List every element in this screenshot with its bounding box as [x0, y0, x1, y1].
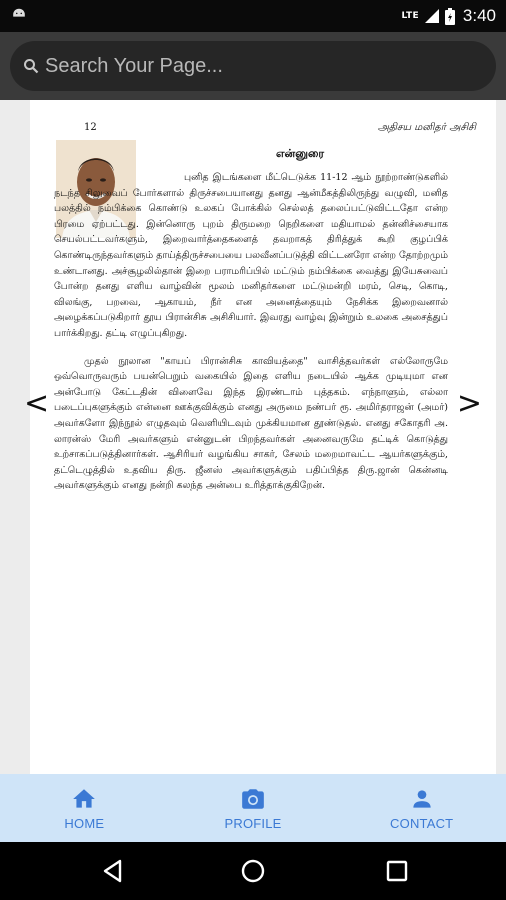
system-navigation-bar — [0, 842, 506, 900]
page-body — [54, 170, 448, 494]
signal-icon — [425, 9, 439, 23]
android-icon — [10, 7, 28, 25]
network-type: LTE — [401, 11, 419, 21]
section-title: என்னுரை — [275, 147, 325, 160]
recents-icon[interactable] — [384, 858, 410, 884]
status-bar — [0, 0, 506, 32]
camera-icon — [240, 786, 266, 812]
nav-contact-label: CONTACT — [390, 815, 454, 831]
page-viewer[interactable] — [0, 100, 506, 774]
clock: 3:40 — [462, 6, 496, 25]
nav-profile[interactable] — [169, 774, 338, 842]
next-page-button[interactable]: > — [456, 386, 482, 421]
running-title: அதிசய மனிதர் அசிசி — [377, 122, 476, 133]
previous-page-button[interactable]: < — [24, 386, 50, 421]
search-bar[interactable] — [10, 41, 496, 91]
home-circle-icon[interactable] — [240, 858, 266, 884]
bottom-navigation — [0, 774, 506, 842]
paragraph: முதல் நூலான "காயப் பிரான்சிசு காவியத்தை" வாசித்தவர்கள் எல்லோருமே ஒவ்வொருவரும் பயன்பெறும் வகையில் இதை எளிய நடையில் ஆக்க முடியுமா என அன்போடு கேட்டதின் விளைவே இந்த இரண்டாம் புத்தகம். எந்நாளும், எல்லா படைப்புகளுக்கும் என்னை ஊக்குவிக்கும் எனது அருமை நண்பர் ரூ. அமிர்தராஜன் (அமர்) அவர்களோ இந்நூல் எழுதவும் வெளியிடவும் முக்கியமான தூண்டுதல். எனது சகோதரி அ. லாரன்ஸ் மேரி அவர்களும் என்னுடன் பிறந்தவர்கள் அனைவருமே தட்டிக் கொடுத்து உற்சாகப்படுத்தினார்கள். ஆசிரியர் வழங்கிய சாகர், சேலம் மறைமாவட்ட ஆயர்களுக்கும், தட்டெழுத்தில் உதவிய திரு. ஜீனஸ் அவர்களுக்கும் பதிப்பித்த திரு.ஜான் கென்னடி அவர்களுக்கும் எனது நன்றி கலந்த அன்பை உரித்தாக்குகிறேன். — [54, 355, 448, 492]
battery-icon — [445, 8, 455, 25]
nav-profile-label: PROFILE — [224, 815, 282, 831]
home-icon — [71, 786, 97, 812]
page-number: 12 — [84, 122, 97, 133]
search-icon — [23, 58, 39, 74]
nav-home-label: HOME — [64, 815, 105, 831]
paragraph: புனித இடங்களை மீட்டெடுக்க 11-12 ஆம் நூற்றாண்டுகளில் நடந்த சிலுவைப் போர்களால் திருச்சபையானது தனது ஆன்மீகத்திலிருந்து வழுவி, மனித பலத்தில் நம்பிக்கை கொண்டு உலகப் போக்கில் செல்லத் தலைப்பட்டுவிட்டதோ என்ற பிரமை ஏற்பட்டது. இன்னொரு புறம் திருமறை நெறிகளை மதியாமல் தன்னிச்சையாக செயல்பட்டவர்களும், இறைவார்த்தைகளைத் தவறாகத் திரித்துக் கூறி குழப்பிக் கொண்டிருந்தவர்களும் தாய்த்திருச்சபையை பலவீனப்படுத்தி விட்டனரோ என்ற தோற்றமும் உண்டானது. அச்சூழலில்தான் இறை பராமரிப்பில் மட்டும் நம்பிக்கை வைத்து இயேசுவைப் போன்ற தனது எளிய வாழ்வின் மூலம் மனிதர்களை மட்டுமன்றி மரம், செடி, கொடி, விலங்கு, பறவை, ஆகாயம், நீர் என அனைத்தையும் நேசிக்க இறைவனால் அழைக்கப்படுகிறார் தூய பிரான்சிசு அசிசியார். இவரது வாழ்வு இன்றும் உலகை அசைத்துப் பார்க்கிறது. தட்டி எழுப்புகிறது. — [54, 172, 448, 339]
app-bar — [0, 32, 506, 100]
search-input[interactable] — [45, 55, 496, 78]
back-icon[interactable] — [100, 858, 126, 884]
nav-contact[interactable] — [337, 774, 506, 842]
person-icon — [409, 786, 435, 812]
nav-home[interactable] — [0, 774, 169, 842]
